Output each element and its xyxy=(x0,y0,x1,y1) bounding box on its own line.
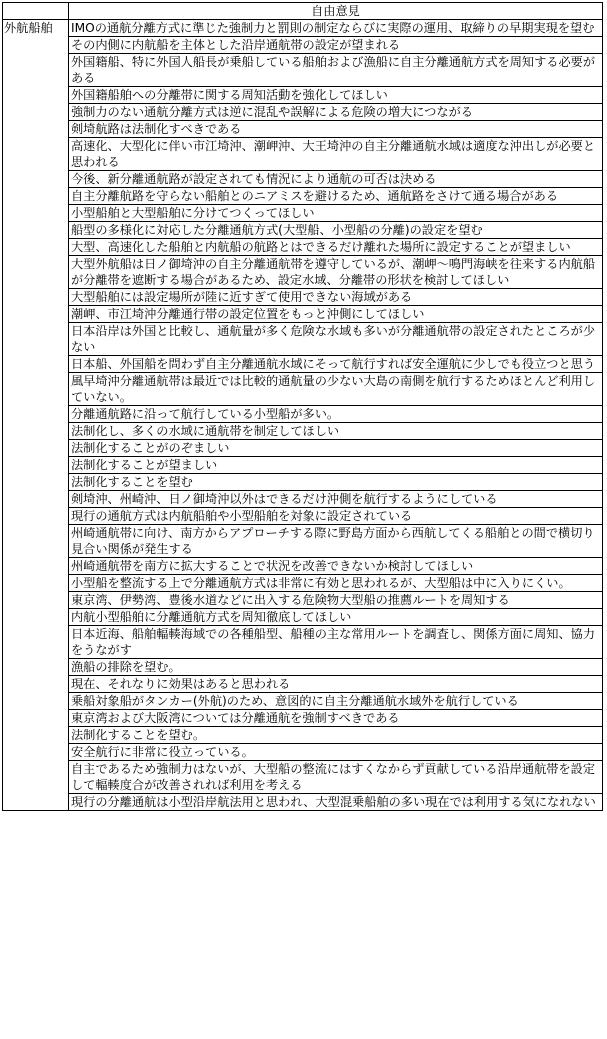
table-row xyxy=(3,794,603,811)
opinion-cell: 日本近海、船舶輻輳海域での各種船型、船種の主な常用ルートを調査し、関係方面に周知、協力をうながす xyxy=(69,626,603,659)
table-row xyxy=(3,239,603,256)
table-row xyxy=(3,457,603,474)
opinion-cell: 分離通航路に沿って航行している小型船が多い。 xyxy=(69,406,603,423)
table-row xyxy=(3,205,603,222)
table-row xyxy=(3,356,603,373)
table-row xyxy=(3,171,603,188)
opinion-cell: 今後、新分離通航路が設定されても情況により通航の可否は決める xyxy=(69,171,603,188)
table-row xyxy=(3,138,603,171)
table-row xyxy=(3,289,603,306)
table-row xyxy=(3,626,603,659)
opinion-cell: 法制化することがのぞましい xyxy=(69,440,603,457)
table-row xyxy=(3,373,603,406)
table-row xyxy=(3,323,603,356)
opinion-cell: 法制化し、多くの水域に通航帯を制定してほしい xyxy=(69,423,603,440)
opinion-cell: 現行の通航方式は内航船舶や小型船舶を対象に設定されている xyxy=(69,508,603,525)
opinion-cell: 日本船、外国船を問わず自主分離通航水域にそって航行すれば安全運航に少しでも役立つと思う xyxy=(69,356,603,373)
table-row xyxy=(3,710,603,727)
opinion-cell: 船型の多様化に対応した分離通航方式(大型船、小型船の分離)の設定を望む xyxy=(69,222,603,239)
table-row xyxy=(3,761,603,794)
table-row xyxy=(3,659,603,676)
opinion-table xyxy=(2,2,603,811)
table-row xyxy=(3,440,603,457)
header-free-opinion: 自由意見 xyxy=(69,3,603,20)
opinion-cell: 小型船舶と大型船舶に分けてつくってほしい xyxy=(69,205,603,222)
table-row xyxy=(3,188,603,205)
table-row xyxy=(3,306,603,323)
opinion-cell: 潮岬、市江埼沖分離通行帯の設定位置をもっと沖側にしてほしい xyxy=(69,306,603,323)
opinion-cell: 自主であるため強制力はないが、大型船の整流にはすくなからず貢献している沿岸通航帯を設定して輻輳度合が改善されれば利用を考える xyxy=(69,761,603,794)
opinion-cell: 現行の分離通航は小型沿岸航法用と思われ、大型混乗船舶の多い現在では利用する気になれない xyxy=(69,794,603,811)
table-row xyxy=(3,491,603,508)
opinion-cell: 大型外航船は日ノ御埼沖の自主分離通航帯を遵守しているが、潮岬～鳴門海峡を往来する内航船が分離帯を遮断する場合があるため、設定水域、分離帯の形状を検討してほしい xyxy=(69,256,603,289)
opinion-cell: 自主分離航路を守らない船舶とのニアミスを避けるため、通航路をさけて通る場合がある xyxy=(69,188,603,205)
table-row xyxy=(3,474,603,491)
opinion-cell: 州崎通航帯に向け、南方からアプローチする際に野島方面から西航してくる船舶との間で横切り見合い関係が発生する xyxy=(69,525,603,558)
table-row xyxy=(3,727,603,744)
table-row xyxy=(3,693,603,710)
opinion-cell: 東京湾および大阪湾については分離通航を強制すべきである xyxy=(69,710,603,727)
opinion-cell: 州崎通航帯を南方に拡大することで状況を改善できないか検討してほしい xyxy=(69,558,603,575)
opinion-cell: 乗船対象船がタンカー(外航)のため、意図的に自主分離通航水域外を航行している xyxy=(69,693,603,710)
opinion-cell: 日本沿岸は外国と比較し、通航量が多く危険な水域も多いが分離通航帯の設定されたところが少ない xyxy=(69,323,603,356)
opinion-cell: 高速化、大型化に伴い市江埼沖、潮岬沖、大王埼沖の自主分離通航水域は適度な沖出しが必要と思われる xyxy=(69,138,603,171)
table-row xyxy=(3,20,603,37)
table-row xyxy=(3,121,603,138)
opinion-cell: 法制化することが望ましい xyxy=(69,457,603,474)
table-row xyxy=(3,87,603,104)
opinion-cell: 漁船の排除を望む。 xyxy=(69,659,603,676)
opinion-cell: 法制化することを望む。 xyxy=(69,727,603,744)
table-row xyxy=(3,508,603,525)
opinion-cell: 現在、それなりに効果はあると思われる xyxy=(69,676,603,693)
opinion-cell: 大型、高速化した船舶と内航船の航路とはできるだけ離れた場所に設定することが望ましい xyxy=(69,239,603,256)
table-row xyxy=(3,558,603,575)
table-row xyxy=(3,609,603,626)
header-row xyxy=(3,3,603,20)
table-row xyxy=(3,592,603,609)
category-cell: 外航船舶 xyxy=(3,20,69,811)
opinion-cell: 大型船舶には設定場所が陸に近すぎて使用できない海域がある xyxy=(69,289,603,306)
table-row xyxy=(3,37,603,54)
opinion-cell: 風早埼沖分離通航帯は最近では比較的通航量の少ない大島の南側を航行するためほとんど利用していない。 xyxy=(69,373,603,406)
opinion-cell: 東京湾、伊勢湾、豊後水道などに出入する危険物大型船の推薦ルートを周知する xyxy=(69,592,603,609)
table-row xyxy=(3,575,603,592)
table-row xyxy=(3,104,603,121)
opinion-cell: 剣埼航路は法制化すべきである xyxy=(69,121,603,138)
opinion-cell: IMOの通航分離方式に準じた強制力と罰則の制定ならびに実際の運用、取締りの早期実現を望む xyxy=(69,20,603,37)
opinion-cell: 安全航行に非常に役立っている。 xyxy=(69,744,603,761)
table-row xyxy=(3,406,603,423)
table-row xyxy=(3,525,603,558)
table-row xyxy=(3,744,603,761)
opinion-cell: 剣埼沖、州崎沖、日ノ御埼沖以外はできるだけ沖側を航行するようにしている xyxy=(69,491,603,508)
table-row xyxy=(3,256,603,289)
table-row xyxy=(3,423,603,440)
opinion-cell: 小型船を整流する上で分離通航方式は非常に有効と思われるが、大型船は中に入りにくい。 xyxy=(69,575,603,592)
opinion-cell: 内航小型船舶に分離通航方式を周知徹底してほしい xyxy=(69,609,603,626)
opinion-cell: その内側に内航船を主体とした沿岸通航帯の設定が望まれる xyxy=(69,37,603,54)
opinion-cell: 強制力のない通航分離方式は逆に混乱や誤解による危険の増大につながる xyxy=(69,104,603,121)
opinion-cell: 外国籍船、特に外国人船長が乗船している船舶および漁船に自主分離通航方式を周知する必要がある xyxy=(69,54,603,87)
opinion-cell: 外国籍船舶への分離帯に関する周知活動を強化してほしい xyxy=(69,87,603,104)
table-row xyxy=(3,222,603,239)
table-row xyxy=(3,54,603,87)
table-row xyxy=(3,676,603,693)
opinion-cell: 法制化することを望む xyxy=(69,474,603,491)
header-empty-cell xyxy=(3,3,69,20)
